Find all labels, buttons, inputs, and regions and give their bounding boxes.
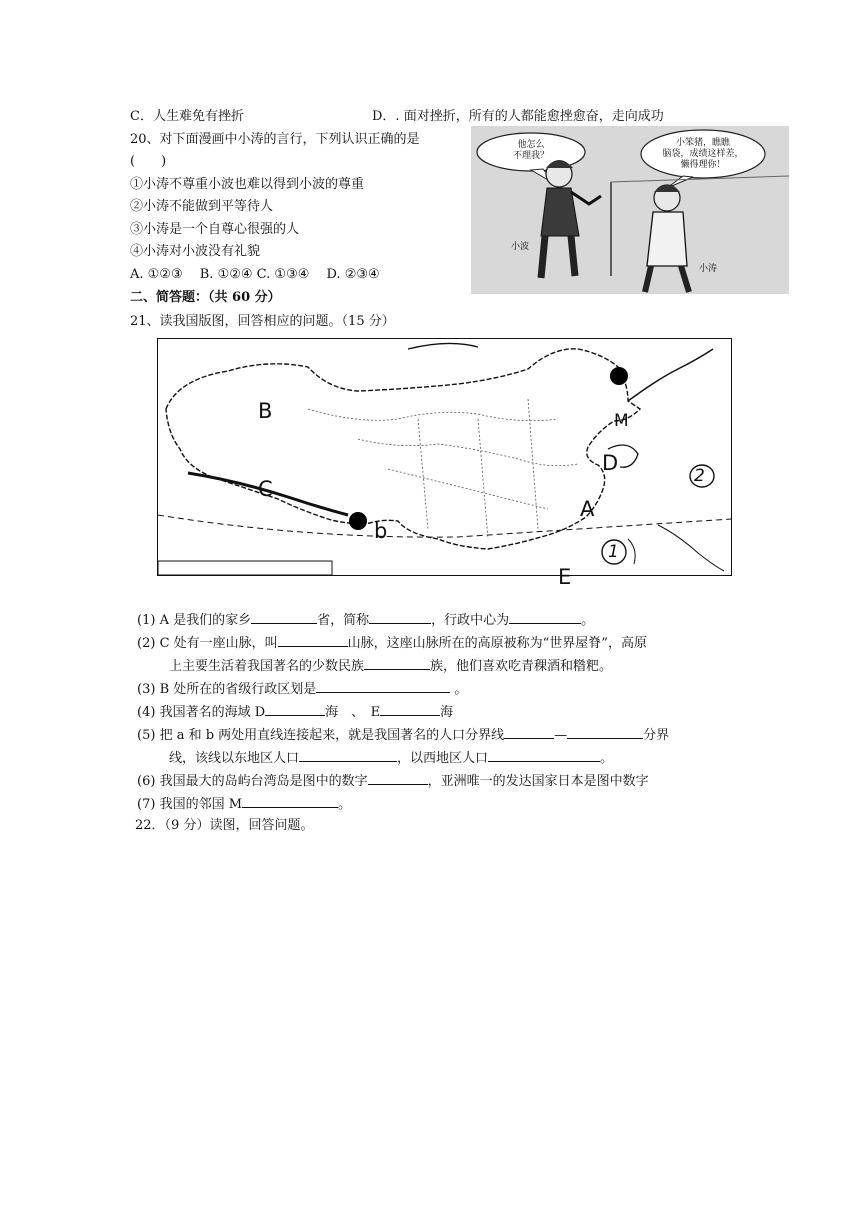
q20-item-4: ④小涛对小波没有礼貌 — [130, 244, 261, 259]
q21-sub-3 — [137, 679, 467, 699]
text: 把 a 和 b 两处用直线连接起来，就是我国著名的人口分界线 — [159, 728, 505, 743]
answer-blank[interactable] — [488, 748, 600, 762]
left-bubble-line-2: 不理我？ — [512, 151, 549, 161]
text: 线，该线以东地区人口 — [169, 751, 300, 766]
text: C 处有一座山脉，叫 — [159, 636, 278, 651]
answer-blank[interactable] — [265, 702, 325, 716]
text: 。 — [600, 751, 614, 766]
map-label-a: A — [580, 497, 595, 521]
q21-sub-5-cont — [169, 748, 613, 768]
map-dot-b — [349, 512, 367, 530]
answer-blank[interactable] — [278, 633, 348, 647]
q21-sub-2 — [137, 633, 647, 653]
answer-blank[interactable] — [368, 771, 428, 785]
right-bubble-line-1: 小笨猪，瞧瞧 — [675, 138, 730, 148]
map-label-d: D — [602, 451, 619, 475]
text: 我国最大的岛屿台湾岛是图中的数字 — [159, 774, 368, 789]
answer-blank[interactable] — [509, 610, 581, 624]
sub-num: (3) — [137, 682, 156, 697]
map-label-c: C — [258, 477, 273, 501]
text: B 处所在的省级行政区划是 — [159, 682, 317, 697]
text: ，以西地区人口 — [397, 751, 489, 766]
q20-choices: A. ①②③ B. ①②④ C. ①③④ D. ②③④ — [130, 267, 380, 282]
map-label-1: 1 — [608, 542, 619, 562]
q20-paren: ( ) — [130, 154, 167, 169]
q20-stem: 20、对下面漫画中小涛的言行，下列认识正确的是 — [130, 132, 420, 147]
text: 上主要生活着我国著名的少数民族 — [169, 659, 365, 674]
comic-illustration — [471, 126, 789, 294]
text: 海 — [440, 705, 454, 720]
q22-stem: 22．（9 分）读图，回答问题。 — [135, 818, 314, 833]
map-label-b-upper: B — [258, 399, 273, 423]
q20-item-3: ③小涛是一个自尊心很强的人 — [130, 222, 300, 237]
text: 。 — [338, 797, 352, 812]
text: 。 — [581, 613, 595, 628]
text: ，行政中心为 — [431, 613, 510, 628]
text: 分界 — [643, 728, 670, 743]
right-bubble-line-2: 脑袋，成绩这样差， — [662, 149, 744, 159]
text: 族，他们喜欢吃青稞酒和糌粑。 — [430, 659, 613, 674]
answer-blank[interactable] — [242, 794, 338, 808]
q21-sub-4 — [137, 702, 453, 722]
answer-blank[interactable] — [567, 725, 643, 739]
text: 我国的邻国 M — [159, 797, 243, 812]
map-dot-north — [610, 367, 628, 385]
sub-num: (1) — [137, 613, 156, 628]
map-label-e: E — [558, 565, 572, 589]
q21-sub-7 — [137, 794, 351, 814]
q21-sub-1 — [137, 610, 594, 630]
map-label-b-lower: b — [374, 519, 388, 543]
answer-blank[interactable] — [299, 748, 397, 762]
text: A 是我们的家乡 — [159, 613, 252, 628]
left-caption: 小波 — [511, 242, 530, 252]
q21-sub-6 — [137, 771, 731, 791]
text: 海 、 E — [325, 705, 381, 720]
map-label-m: M — [614, 411, 629, 431]
text: 我国著名的海域 D — [159, 705, 266, 720]
answer-blank[interactable] — [251, 610, 317, 624]
sub-num: (2) — [137, 636, 156, 651]
answer-blank[interactable] — [504, 725, 554, 739]
section-2-title: 二、简答题：（共 60 分） — [130, 290, 281, 305]
answer-blank[interactable] — [369, 610, 431, 624]
answer-blank[interactable] — [316, 679, 450, 693]
left-bubble-line-1: 他怎么 — [517, 140, 545, 150]
q21-stem: 21、读我国版图，回答相应的问题。（15 分） — [130, 314, 395, 329]
q19-option-c: C．人生难免有挫折 — [130, 109, 244, 124]
china-map — [157, 338, 732, 589]
china-map-drawing — [158, 339, 731, 575]
sub-num: (4) — [137, 705, 156, 720]
answer-blank[interactable] — [364, 656, 430, 670]
right-bubble-line-3: 懒得理你！ — [680, 160, 726, 170]
text: — — [554, 728, 568, 743]
q20-item-1: ①小涛不尊重小波也难以得到小波的尊重 — [130, 177, 365, 192]
text: 山脉，这座山脉所在的高原被称为“世界屋脊”，高原 — [347, 636, 647, 651]
right-caption: 小涛 — [699, 264, 718, 274]
q21-sub-5 — [137, 725, 669, 745]
q20-item-2: ②小涛不能做到平等待人 — [130, 199, 274, 214]
text: 省，简称 — [317, 613, 370, 628]
sub-num: (6) — [137, 774, 156, 789]
q19-option-d: D．. 面对挫折，所有的人都能愈挫愈奋，走向成功 — [372, 109, 664, 124]
q21-sub-2-cont — [169, 656, 612, 676]
sub-num: (7) — [137, 797, 156, 812]
sub-num: (5) — [137, 728, 156, 743]
answer-blank[interactable] — [380, 702, 440, 716]
map-label-2: 2 — [694, 466, 705, 486]
text: ，亚洲唯一的发达国家日本是图中数字 — [427, 774, 649, 789]
text: 。 — [454, 682, 468, 697]
